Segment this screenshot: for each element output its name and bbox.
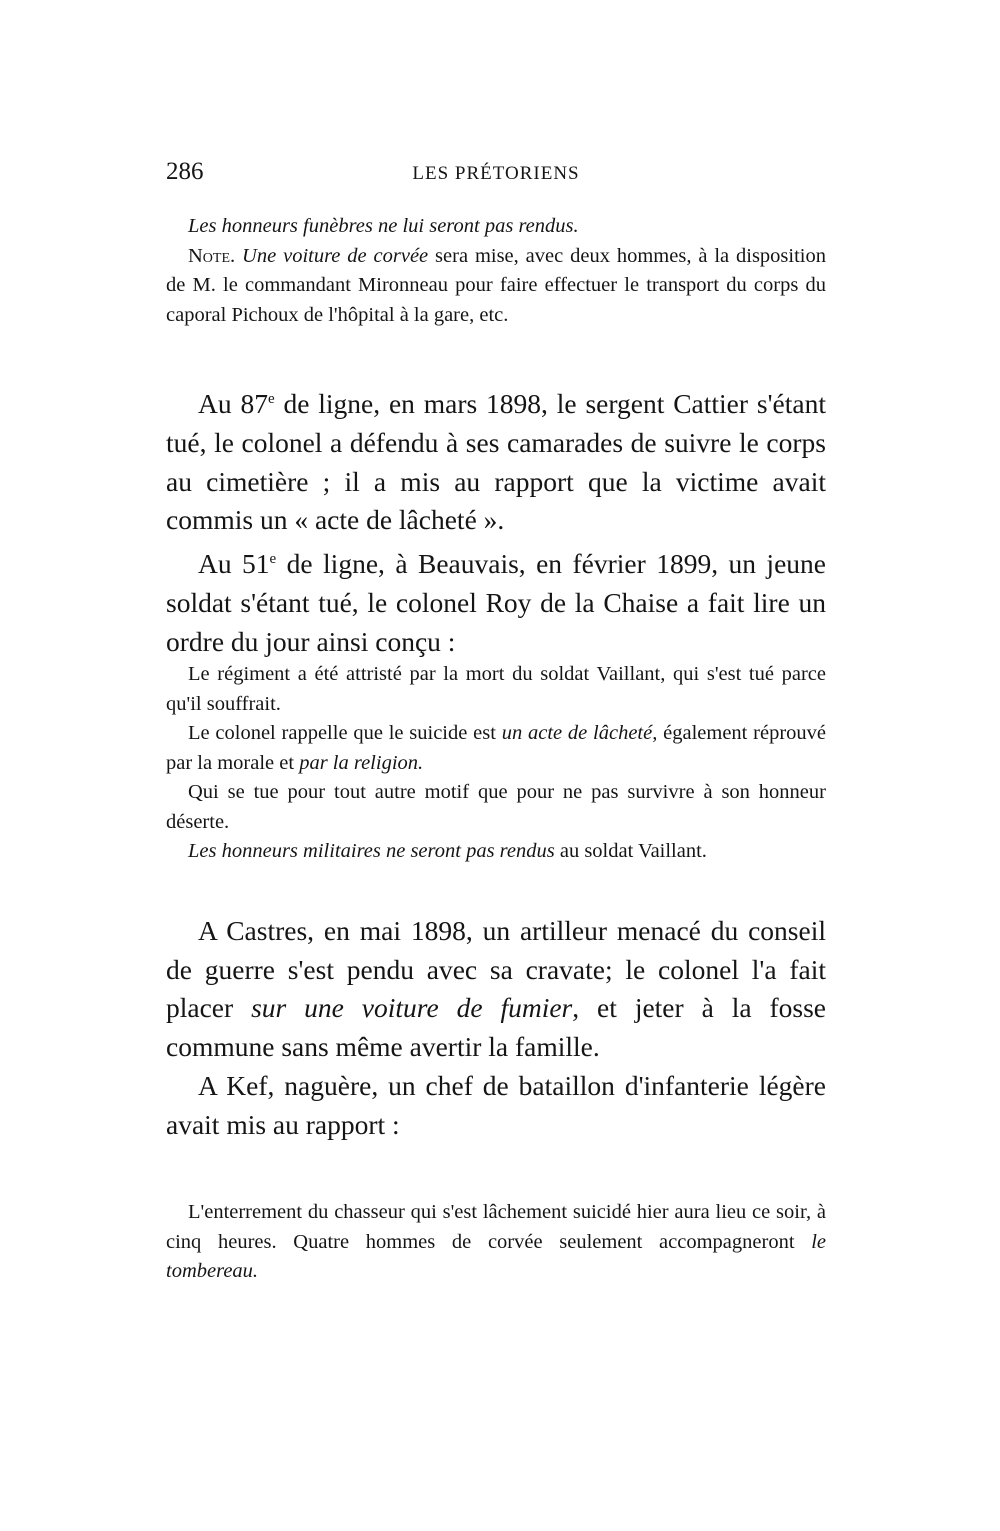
quote-line-honneur: Qui se tue pour tout autre motif que pour ne pas survivre à son honneur déserte. [166, 781, 826, 833]
page-number: 286 [166, 158, 204, 185]
body-section-1 [166, 380, 826, 661]
quote-line-honneurs-militaires: Les honneurs militaires ne seront pas rendus au soldat Vaillant. [188, 840, 707, 862]
running-title: LES PRÉTORIENS [412, 163, 580, 184]
paragraph-kef: A Kef, naguère, un chef de bataillon d'infanterie légère avait mis au rapport : [166, 1069, 826, 1140]
burial-order-quote [166, 1198, 826, 1287]
funeral-honours-line: Les honneurs funèbres ne lui seront pas rendus. [188, 215, 579, 237]
quote-line-enterrement: L'enterrement du chasseur qui s'est lâchement suicidé hier aura lieu ce soir, à cinq heures. Quatre hommes de corvée seulement accompagneront le tombereau. [166, 1201, 826, 1282]
note-block [166, 212, 826, 330]
paragraph-castres: A Castres, en mai 1898, un artilleur menacé du conseil de guerre s'est pendu avec sa cravate; le colonel l'a fait placer sur une voiture de fumier, et jeter à la fosse commune sans même avertir la famille. [166, 915, 827, 1063]
quote-line-regiment: Le régiment a été attristé par la mort du soldat Vaillant, qui s'est tué parce qu'il souffrait. [166, 663, 826, 715]
note-paragraph: Note. Une voiture de corvée sera mise, avec deux hommes, à la disposition de M. le commandant Mironneau pour faire effectuer le transport du corps du caporal Pichoux de l'hôpital à la gare, etc. [166, 244, 826, 326]
paragraph-51e-ligne: Au 51e de ligne, à Beauvais, en février 1899, un jeune soldat s'étant tué, le colonel Roy de la Chaise a fait lire un ordre du jour ainsi conçu : [166, 548, 826, 657]
running-head [166, 158, 826, 190]
body-section-2 [166, 912, 826, 1144]
order-of-the-day-quote [166, 660, 826, 867]
paragraph-87e-ligne: Au 87e de ligne, en mars 1898, le sergent Cattier s'étant tué, le colonel a défendu à ses camarades de suivre le corps au cimetière ; il a mis au rapport que la victime avait commis un « acte de lâcheté ». [166, 388, 826, 536]
quote-line-colonel: Le colonel rappelle que le suicide est un acte de lâcheté, également réprouvé par la morale et par la religion. [166, 722, 826, 774]
